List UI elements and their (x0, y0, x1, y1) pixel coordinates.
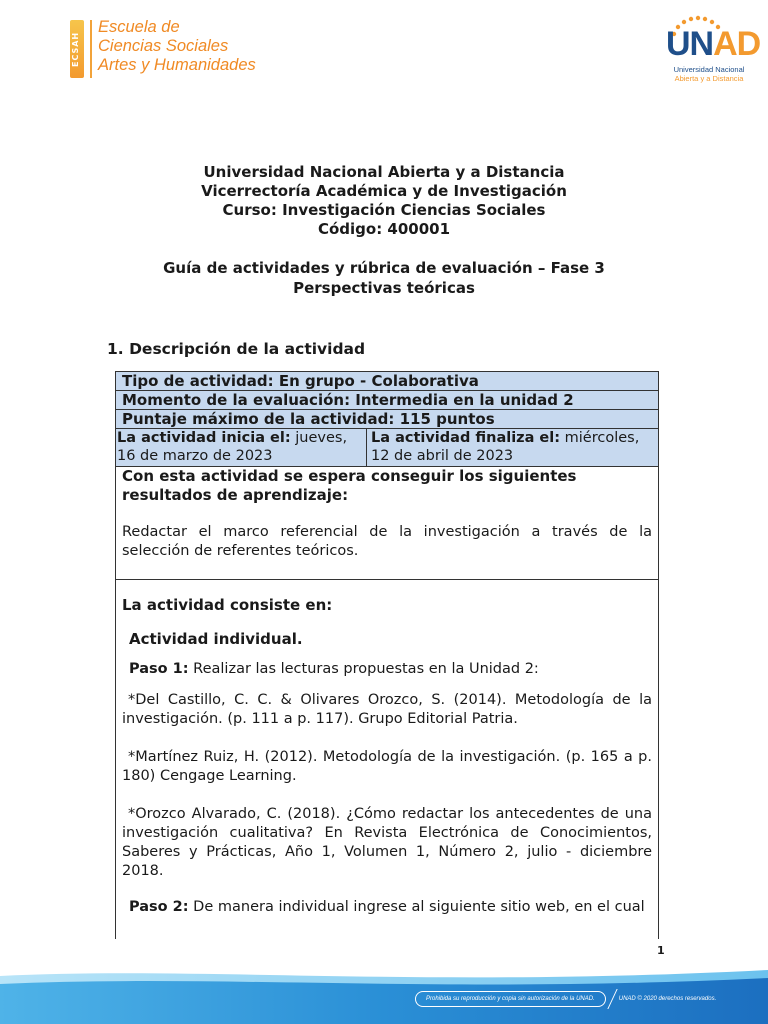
activity-description-cell (115, 579, 659, 939)
reference-2 (122, 748, 652, 786)
start-date-value: 16 de marzo de 2023 (117, 448, 273, 464)
ecsah-line-3: Artes y Humanidades (98, 56, 256, 74)
page-number: 1 (657, 944, 665, 957)
start-date-label: La actividad inicia el: (117, 430, 291, 446)
footer-notice: Prohibida su reproducción y copia sin autorización de la UNAD. (415, 991, 606, 1007)
start-date-weekday: jueves, (290, 430, 348, 446)
document-title (0, 163, 768, 239)
footer-separator (607, 989, 617, 1009)
footer-legal (415, 991, 755, 1007)
dates-row (115, 428, 659, 466)
learning-results-cell (115, 466, 659, 579)
guide-title-line-1: Guía de actividades y rúbrica de evaluación – Fase 3 (163, 259, 605, 277)
unad-wordmark (666, 24, 760, 64)
step-2 (122, 898, 652, 917)
reference-1-text: *Del Castillo, C. C. & Olivares Orozco, S. (2014). Metodología de la investigación. (p. 111 a p. 117). Grupo Editorial Patria. (122, 692, 652, 727)
step-1-text: Realizar las lecturas propuestas en la Unidad 2: (188, 661, 539, 677)
learning-results-question: Con esta actividad se espera conseguir los siguientes resultados de aprendizaje: (122, 467, 577, 504)
ecsah-line-2: Ciencias Sociales (98, 37, 229, 55)
ecsah-line-1: Escuela de (98, 18, 180, 36)
unad-logo (660, 14, 761, 88)
step-2-text: De manera individual ingrese al siguiente sitio web, en el cual (188, 899, 645, 915)
ecsah-vertical-label: ECSAH (71, 31, 80, 67)
guide-title (0, 259, 768, 298)
step-1 (122, 660, 652, 679)
unad-word-main: UN (666, 25, 714, 63)
learning-results-answer: Redactar el marco referencial de la investigación a través de la selección de referentes teóricos. (122, 524, 652, 559)
unad-word-accent: AD (713, 25, 761, 63)
guide-title-line-2: Perspectivas teóricas (293, 278, 475, 297)
title-vicerrectoria: Vicerrectoría Académica y de Investigación (201, 182, 567, 200)
unad-sub-line-2: Abierta y a Distancia (674, 74, 744, 83)
individual-activity-heading: Actividad individual. (129, 630, 303, 648)
end-date-weekday: miércoles, (560, 430, 640, 446)
activity-table (115, 371, 659, 939)
title-code: Código: 400001 (317, 220, 451, 238)
start-date-cell (116, 429, 367, 466)
title-university: Universidad Nacional Abierta y a Distancia (203, 163, 565, 181)
end-date-cell (367, 429, 658, 466)
step-1-label: Paso 1: (129, 661, 189, 677)
reference-2-text: *Martínez Ruiz, H. (2012). Metodología de la investigación. (p. 165 a p. 180) Cengage Learning. (122, 749, 652, 784)
step-2-label: Paso 2: (129, 899, 189, 915)
footer-copyright: UNAD © 2020 derechos reservados. (618, 996, 717, 1002)
activity-type-row: Tipo de actividad: En grupo - Colaborativa (115, 371, 659, 390)
end-date-value: 12 de abril de 2023 (371, 448, 514, 464)
ecsah-separator (90, 20, 92, 78)
unad-subtitle (664, 65, 754, 83)
max-score-row: Puntaje máximo de la actividad: 115 puntos (115, 409, 659, 428)
ecsah-logo (70, 16, 270, 80)
activity-consists-heading: La actividad consiste en: (122, 596, 333, 614)
evaluation-moment-row: Momento de la evaluación: Intermedia en la unidad 2 (115, 390, 659, 409)
reference-1 (122, 691, 652, 729)
reference-3-text: *Orozco Alvarado, C. (2018). ¿Cómo redactar los antecedentes de una investigación cualitativa? En Revista Electrónica de Conocimientos, Saberes y Prácticas, Año 1, Volumen 1, Número 2, julio - diciembre 2018. (122, 806, 652, 879)
ecsah-wordmark (98, 18, 256, 75)
end-date-label: La actividad finaliza el: (371, 430, 561, 446)
reference-3 (122, 805, 652, 881)
title-course: Curso: Investigación Ciencias Sociales (222, 201, 546, 219)
unad-sub-line-1: Universidad Nacional (673, 65, 745, 74)
section-heading: 1. Descripción de la actividad (107, 340, 366, 358)
